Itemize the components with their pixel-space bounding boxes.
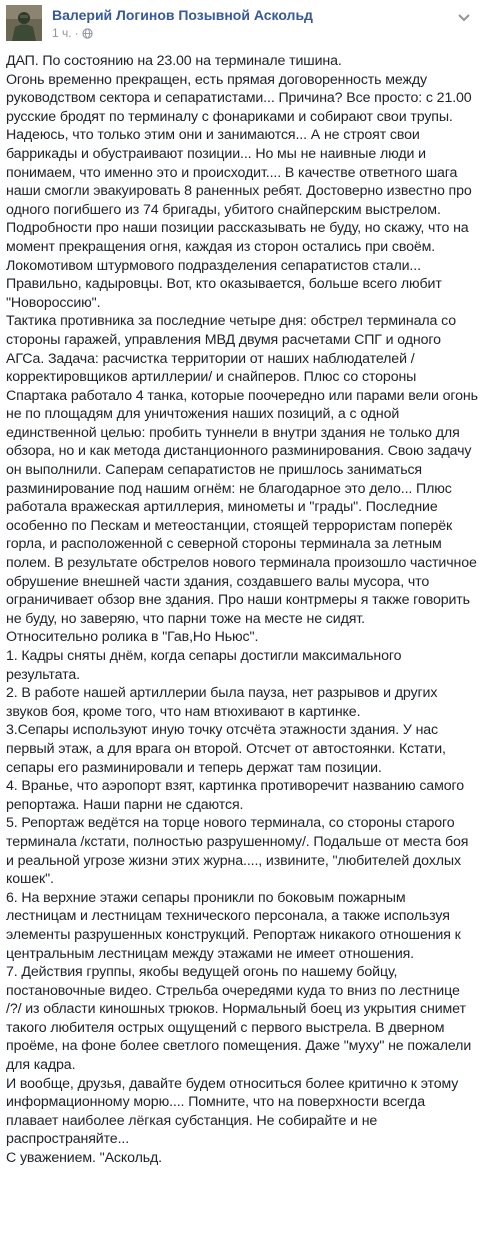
author-name-link[interactable]: Валерий Логинов Позывной Аскольд [52,7,313,23]
post-paragraph: И вообще, друзья, давайте будем относиться более критично к этому информационному морю.... Помните, что на поверхности всегда плавает наиболее лёгкая субстанция. Не собирайте и не распространяйте... [6,1075,463,1148]
post-paragraph: 6. На верхние этажи сепары проникли по боковым пожарным лестницам и лестницам технического персонала, а также используя элементы разрушенных конструкций. Репортаж никакого отношения к центральным лестницам между этажами не имеет отношения. [6,889,465,962]
globe-icon[interactable] [82,28,93,39]
post-text [6,52,482,1168]
post-timestamp[interactable]: 1 ч. [52,26,72,40]
chevron-down-icon[interactable] [456,9,472,25]
avatar[interactable] [6,5,42,41]
post-paragraph: 1. Кадры сняты днём, когда сепары достигли максимального результата. [6,648,406,683]
post-paragraph: 4. Вранье, что аэропорт взят, картинка противоречит названию самого репортажа. Наши парни не сдаются. [6,778,468,813]
post-signature: С уважением. "Аскольд. [6,1150,163,1167]
post-paragraph: Относительно ролика в "Гав,Но Ньюс". [6,629,259,646]
post-paragraph: Локомотивом штурмового подразделения сепаратистов стали... Правильно, кадыровцы. Вот, кто оказывается, больше всего любит "Новороссию". [6,257,446,311]
post-paragraph: 3.Сепары используют иную точку отсчёта этажности здания. У нас первый этаж, а для врага он второй. Отсчет от автостоянки. Кстати, сепары его разминировали и теперь держат там позиции. [6,722,450,776]
post-paragraph: Тактика противника за последние четыре дня: обстрел терминала со стороны гаражей, управления МВД двумя расчетами СПГ и одного АГСа. Задача: расчистка территории от наших наблюдателей / корректировщиков артиллерии/ и снайперов. Плюс со стороны Спартака работало 4 танка, которые поочередно или парами вели огонь не по площадям для уничтожения наших позиций, а с одной единственной целью: пробить туннели в внутри здания не только для обзора, но и как метода дистанционного разминирования. Свою задачу он выполнили. Саперам сепаратистов не пришлось заниматься разминирование под нашим огнём: не благодарное это дело... Плюс работала вражеская артиллерия, минометы и "грады". Последние особенно по Пескам и метеостанции, стоящей террористам поперёк горла, и расположенной с северной стороны терминала за летным полем. В результате обстрелов нового терминала произошло частичное обрушение внешней части здания, создавшего валы мусора, что ограничивает обзор вне здания. Про наши контрмеры я также говорить не буду, но заверяю, что парни тоже на месте не сидят. [6,313,482,627]
post-paragraph: 7. Действия группы, якобы ведущей огонь по нашему бойцу, постановочные видео. Стрельба очередями куда то вниз по лестнице /?/ из области киношных трюков. Нормальный боец из укрытия снимет такого любителя острых ощущений с первого выстрела. В дверном проёме, на фоне более светлого помещения. Даже "муху" не пожалели для кадра. [6,964,475,1074]
post-paragraph: ДАП. По состоянию на 23.00 на терминале тишина. [6,53,342,69]
meta-separator: · [74,26,79,40]
post-paragraph: Огонь временно прекращен, есть прямая договоренность между руководством сектора и сепаратистами... Причина? Все просто: с 21.00 русские бродят по терминалу с фонариками и собирают свои трупы. Надеюсь, что только этим они и занимаются... А не строят свои баррикады и обустраивают позиции... Но мы не наивные люди и понимаем, что именно это и происходит.... В качестве ответного шага наши смогли эвакуировать 8 раненных ребят. Достоверно известно про одного погибшего из 74 бригады, убитого снайперским выстрелом. Подробности про наши позиции рассказывать не буду, но скажу, что на момент прекращения огня, каждая из сторон остались при своём. [6,71,476,255]
post-meta [52,26,93,40]
avatar-photo-icon [6,5,42,41]
post-paragraph: 2. В работе нашей артиллерии была пауза, нет разрывов и других звуков боя, кроме того, что нам втюхивают в картинке. [6,685,442,720]
post-paragraph: 5. Репортаж ведётся на торце нового терминала, со стороны старого терминала /кстати, полностью разрушенному/. Подальше от места боя и реальной угрозе жизни этих журна...., извините, "любителей дохлых кошек". [6,815,473,888]
post-header [0,0,482,48]
